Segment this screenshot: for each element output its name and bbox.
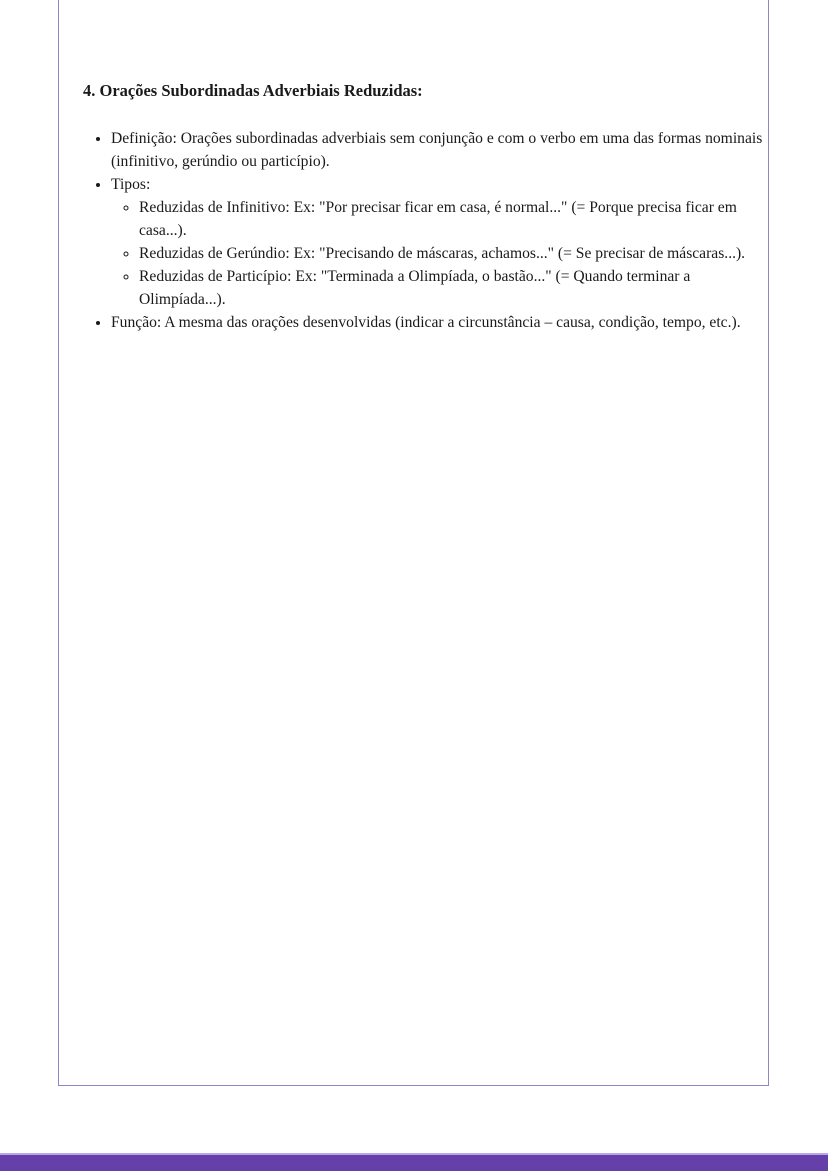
list-item-definicao [111, 127, 771, 173]
footer-bar [0, 1153, 828, 1171]
list-item-tipos [111, 173, 771, 311]
sub-list [111, 196, 771, 311]
list-item-funcao [111, 311, 771, 334]
sub-item-participio: ◦ Reduzidas de Particípio: Ex: "Terminada a Olimpíada, o bastão..." (= Quando terminar a Olimpíada...). [139, 265, 771, 311]
list-item-text: Função: A mesma das orações desenvolvidas (indicar a circunstância – causa, condição, tempo, etc.). [111, 314, 741, 331]
bullet-list [93, 127, 771, 334]
sub-item-infinitivo: ◦ Reduzidas de Infinitivo: Ex: "Por precisar ficar em casa, é normal..." (= Porque precisa ficar em casa...). [139, 196, 771, 242]
list-item-text: Tipos: [111, 176, 151, 193]
sub-item-gerundio: ◦ Reduzidas de Gerúndio: Ex: "Precisando de máscaras, achamos..." (= Se precisar de máscaras...). [139, 242, 771, 265]
list-item-text: Definição: Orações subordinadas adverbiais sem conjunção e com o verbo em uma das formas nominais (infinitivo, gerúndio ou particípio). [111, 130, 763, 170]
section-heading: 4. Orações Subordinadas Adverbiais Reduzidas: [83, 81, 423, 100]
